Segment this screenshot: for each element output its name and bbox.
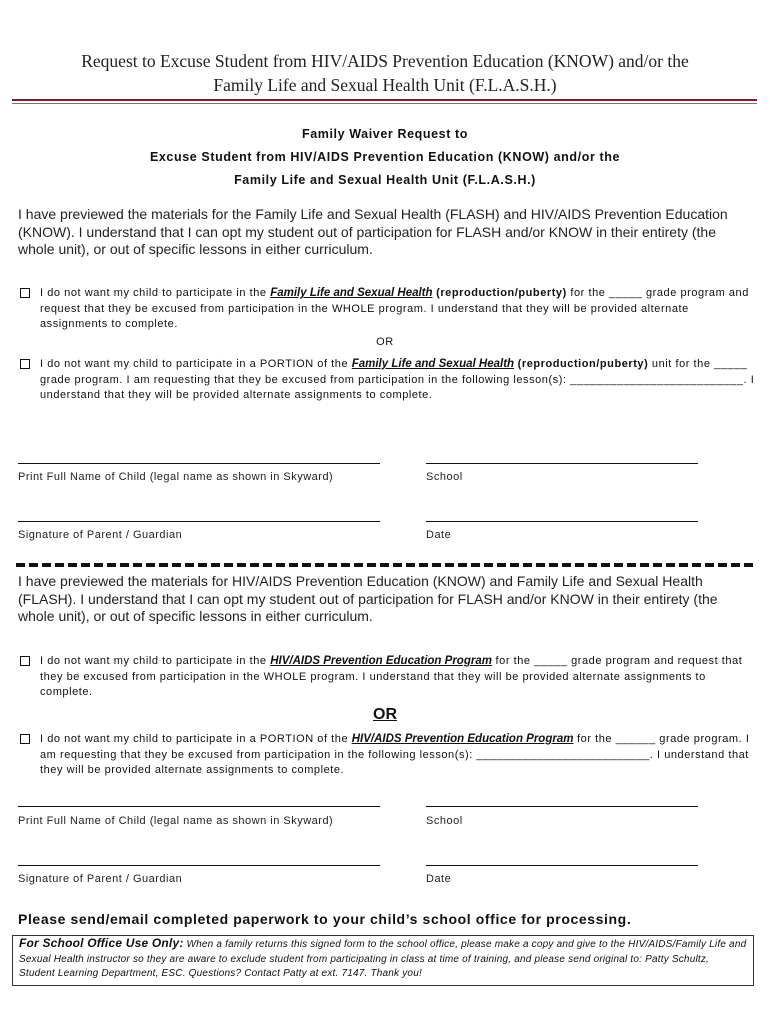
signature-line-2[interactable] — [18, 865, 380, 866]
know-link: HIV/AIDS Prevention Education Program — [351, 733, 574, 745]
option-bold: (reproduction/puberty) — [514, 358, 649, 370]
option-text: I do not want my child to participate in a PORTION of the — [40, 358, 352, 370]
option-bold: (reproduction/puberty) — [432, 287, 567, 299]
child-name-line-2[interactable] — [18, 806, 380, 807]
office-use-heading: For School Office Use Only: — [19, 936, 184, 950]
child-name-line-1[interactable] — [18, 463, 380, 464]
heading-line-3: Family Life and Sexual Health Unit (F.L.A.S.H.) — [234, 173, 536, 187]
heading-line-1: Family Waiver Request to — [301, 127, 469, 141]
checkbox-whole-flash[interactable] — [20, 288, 30, 298]
send-instructions: Please send/email completed paperwork to your child’s school office for processing. — [18, 911, 632, 927]
option-text-post: for the _____ grade program and request that they be excused from participation in the WHOLE program. I understand that they will be provided alternate assignments to complete. — [40, 287, 749, 330]
title-line-2: Family Life and Sexual Health Unit (F.L.A.S.H.) — [213, 75, 557, 95]
or-divider: OR — [373, 706, 397, 723]
option-text-post: for the _____ grade program and request that they be excused from participation in the WHOLE program. I understand that they will be provided alternate assignments to complete. — [40, 655, 743, 698]
flash-link: Family Life and Sexual Health — [270, 287, 433, 299]
flash-link: Family Life and Sexual Health — [351, 358, 515, 370]
date-line-1[interactable] — [426, 521, 698, 522]
child-name-label-1: Print Full Name of Child (legal name as shown in Skyward) — [18, 471, 334, 483]
option-text-post: for the ______ grade program. I am requesting that they be excused from participation in the following lesson(s): __________________________. I understand that they will be provided alternate assignments to complete. — [40, 733, 750, 776]
title-line-1: Request to Excuse Student from HIV/AIDS Prevention Education (KNOW) and/or the — [81, 51, 689, 71]
section1-intro: I have previewed the materials for the Family Life and Sexual Health (FLASH) and HIV/AIDS Prevention Education (KNOW). I understand that I can opt my student out of participation for FLASH and/or KNOW in their entirety (the whole unit), or out of specific lessons in either curriculum. — [18, 206, 728, 257]
date-label-1: Date — [426, 529, 452, 541]
date-label-2: Date — [426, 873, 452, 885]
heading-line-2: Excuse Student from HIV/AIDS Prevention Education (KNOW) and/or the — [149, 150, 621, 164]
signature-label-2: Signature of Parent / Guardian — [18, 873, 183, 885]
dashed-separator — [16, 563, 756, 567]
checkbox-portion-know[interactable] — [20, 734, 30, 744]
school-line-1[interactable] — [426, 463, 698, 464]
option-text: I do not want my child to participate in the — [40, 655, 271, 667]
checkbox-portion-flash[interactable] — [20, 359, 30, 369]
school-label-2: School — [426, 815, 463, 827]
option-text: I do not want my child to participate in the — [40, 287, 271, 299]
option-text: I do not want my child to participate in a PORTION of the — [40, 733, 352, 745]
date-line-2[interactable] — [426, 865, 698, 866]
child-name-label-2: Print Full Name of Child (legal name as shown in Skyward) — [18, 815, 334, 827]
signature-line-1[interactable] — [18, 521, 380, 522]
school-label-1: School — [426, 471, 463, 483]
or-divider: OR — [376, 336, 394, 348]
office-use-text: When a family returns this signed form to the school office, please make a copy and give to the HIV/AIDS/Family Life and Sexual Health instructor so they are aware to exclude student from participating in class at time of training, and please send original to: Patty Schultz, Student Learning Department, ESC. Questions? Contact Patty at ext. 7147. Thank you! — [19, 939, 747, 979]
title-divider — [12, 99, 757, 104]
checkbox-whole-know[interactable] — [20, 656, 30, 666]
office-use-box — [12, 935, 754, 986]
option-text-post: unit for the _____ grade program. I am requesting that they be excused from participation in the following lesson(s): __________________________. I understand that they will be provided alternate assignments to complete. — [40, 358, 755, 401]
school-line-2[interactable] — [426, 806, 698, 807]
know-link: HIV/AIDS Prevention Education Program — [270, 655, 492, 667]
section2-intro: I have previewed the materials for HIV/AIDS Prevention Education (KNOW) and Family Life and Sexual Health (FLASH). I understand that I can opt my student out of participation for FLASH and/or KNOW in their entirety (the whole unit), or out of specific lessons in either curriculum. — [18, 573, 718, 624]
signature-label-1: Signature of Parent / Guardian — [18, 529, 183, 541]
document-title — [10, 49, 760, 97]
